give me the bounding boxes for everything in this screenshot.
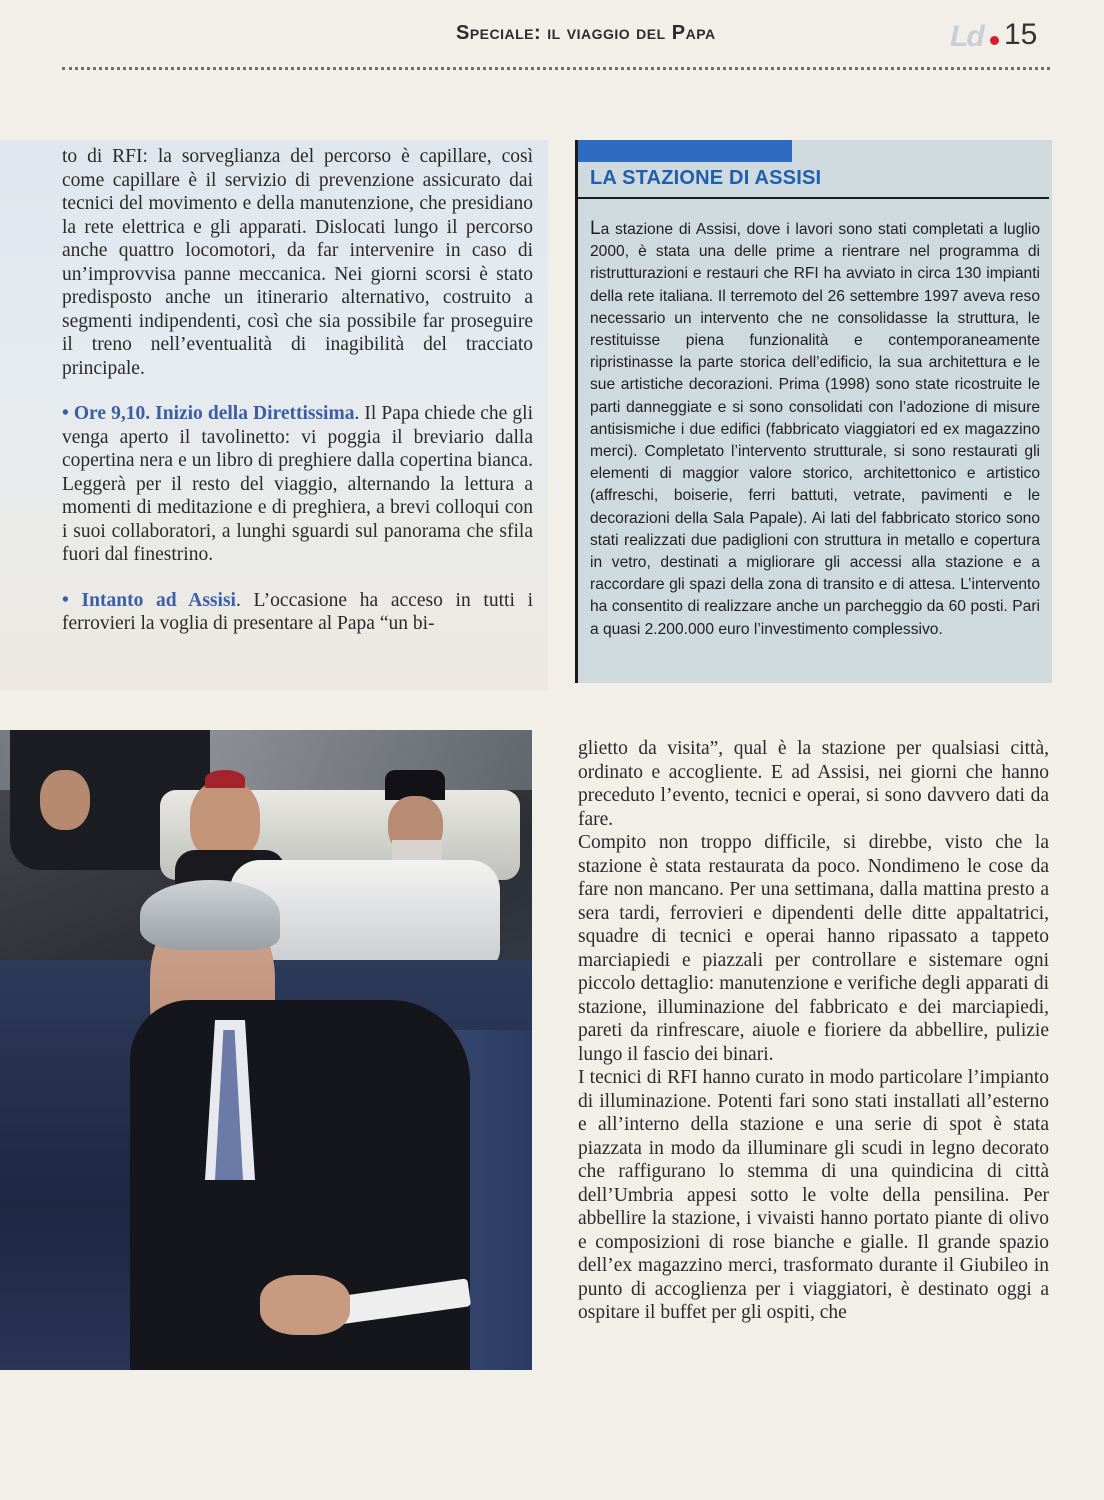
left-paragraph-2-body: . Il Papa chiede che gli venga aperto il tavolinetto: vi poggia il breviario dalla copertina nera e un libro di preghiere dalla copertina bianca. Leggerà per il resto del viaggio, alternando la lettura a momenti di meditazione e di preghiera, a brevi colloqui con i suoi collaboratori, a lunghi sguardi sul panorama che sfila fuori dal finestrino. [62, 403, 533, 565]
subhead-ore-9-10: Ore 9,10. Inizio della Direttissima [73, 403, 355, 424]
header-divider [62, 67, 1050, 70]
header-title-text: Speciale: il viaggio del Papa [456, 22, 716, 44]
sidebar-box-tab [578, 140, 792, 162]
right-column [578, 737, 1049, 1325]
sidebar-box-text [590, 218, 1040, 641]
left-paragraph-3-body: . L’occasione ha acceso in tutti i ferrovieri la voglia di presentare al Papa “un bi- [62, 589, 533, 634]
right-paragraph-3: I tecnici di RFI hanno curato in modo particolare l’impianto di illuminazione. Potenti fari sono stati installati all’esterno e all’interno della stazione e una serie di spot è stata piazzata in modo da illuminare gli scudi in legno decorato che raffigurano lo stemma di una quindicina di città dell’Umbria appesi sotto le volte della pensilina. Per abbellire la stazione, i vivaisti hanno portato piante di olivo e composizioni di rose bianche e gialle. Il grande spazio dell’ex magazzino merci, trasformato durante il Giubileo in punto di accoglienza per i viaggiatori, è destinato oggi a ospitare il buffet per gli ospiti, che [578, 1067, 1049, 1323]
bullet-icon: • [62, 403, 69, 424]
sidebar-box-title: LA STAZIONE DI ASSISI [590, 167, 822, 189]
running-header [456, 22, 796, 45]
left-column [62, 145, 533, 658]
magazine-logo: Ld [950, 20, 983, 53]
bullet-icon: • [62, 589, 69, 611]
sidebar-box-divider [578, 197, 1049, 199]
right-paragraph-1: glietto da visita”, qual è la stazione per qualsiasi città, ordinato e accogliente. E ad Assisi, nei giorni che hanno preceduto l’evento, tecnici e operai, si sono davvero dati da fare. [578, 738, 1049, 830]
red-dot-icon [990, 36, 999, 45]
sidebar-box-body: a stazione di Assisi, dove i lavori sono stati completati a luglio 2000, è stata una delle prime a rientrare nel programma di ristrutturazioni e restauri che RFI ha avviato in circa 130 impianti della rete italiana. Il terremoto del 26 settembre 1997 aveva reso necessario un intervento che ne consolidasse la struttura, le restituisse piena funzionalità e contemporaneamente ripristinasse la parte storica dell’edificio, la sua architettura e le sue artistiche decorazioni. Prima (1998) sono state ricostruite le parti danneggiate e si sono consolidati con l’adozione di misure antisismiche i due edifici (fabbricato viaggiatori ed ex magazzino merci). Completato l’intervento strutturale, si sono restaurati gli elementi di maggior valore storico, architettonico e artistico (affreschi, boiserie, ferri battuti, vetrate, pavimenti e le decorazioni della Sala Papale). Ai lati del fabbricato storico sono stati realizzati due padiglioni con struttura in metallo e copertura in vetro, destinati a migliorare gli accessi alla stazione e a raccordare gli spazi della zona di transito e di attesa. L’intervento ha consentito di realizzare anche un parcheggio da 60 posti. Pari a quasi 2.200.000 euro l’investimento complessivo. [590, 221, 1040, 638]
left-paragraph-3 [62, 589, 533, 636]
left-paragraph-1: to di RFI: la sorveglianza del percorso è capillare, così come capillare è il servizio di prevenzione assicurato dai tecnici del movimento e della manutenzione, che presidiano la rete elettrica e gli apparati. Dislocati lungo il percorso anche quattro locomotori, da far intervenire in caso di un’improvvisa panne meccanica. Nei giorni scorsi è stato predisposto anche un itinerario alternativo, costruito a segmenti indipendenti, così che sia possibile far proseguire il treno nell’eventualità di inagibilità del tracciato principale. [62, 146, 533, 379]
subhead-intanto-ad-assisi: Intanto ad Assisi [81, 589, 236, 611]
page-number: 15 [1004, 18, 1038, 51]
photo-train-interior [0, 730, 532, 1370]
left-paragraph-2 [62, 402, 533, 567]
sidebar-dropcap: L [590, 218, 601, 239]
right-paragraph-2: Compito non troppo difficile, si direbbe, visto che la stazione è stata restaurata da poco. Nondimeno le cose da fare non mancano. Per una settimana, dalla mattina presto a sera tardi, ferrovieri e dipendenti delle ditte appaltatrici, squadre di tecnici e operai hanno ripassato a tappeto marciapiedi e piazzali per controllare e sistemare ogni piccolo dettaglio: manutenzione e verifiche degli apparati di stazione, illuminazione del fabbricato e dei marciapiedi, pareti da rinfrescare, aiuole e fioriere da abbellire, pulizie lungo il fascio dei binari. [578, 832, 1049, 1065]
